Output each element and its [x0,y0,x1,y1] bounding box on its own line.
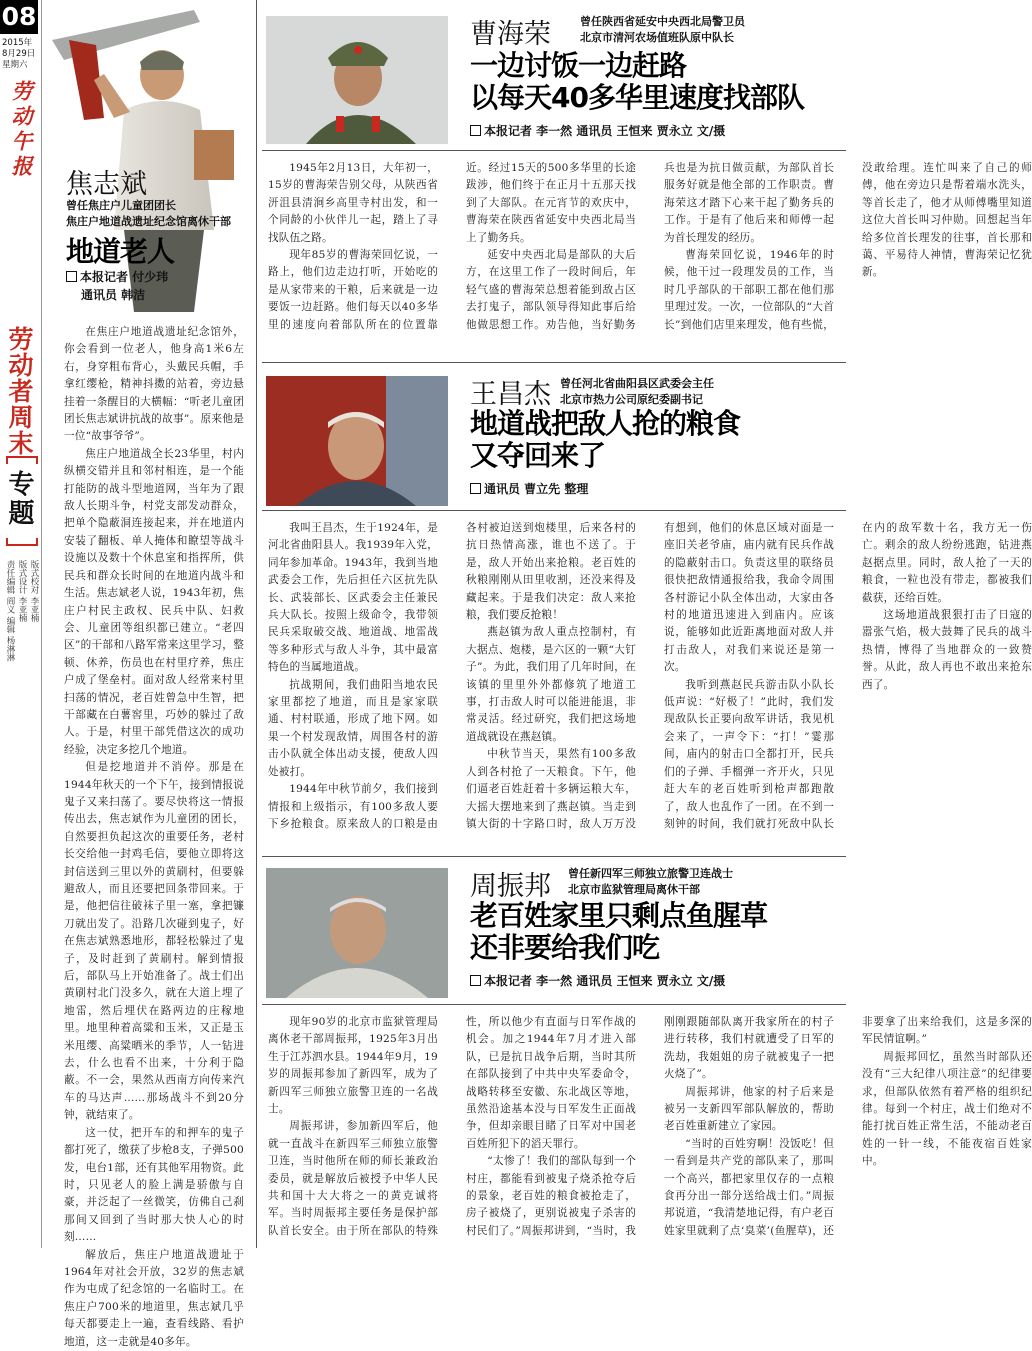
story4-name: 周振邦 [470,871,551,902]
story2-titles: 曾任陕西省延安中央西北局警卫员 北京市清河农场值班队原中队长 [580,15,745,44]
story4-byline: 本报记者 李一然 通讯员 王恒来 贾永立 文/摄 [470,972,725,989]
paper-logo: 劳动午报 [9,80,34,180]
story3-name: 王昌杰 [470,379,551,410]
photo-zhou-zhenbang [266,868,448,998]
story3-headline: 地道战把敌人抢的粮食 又夺回来了 [470,407,741,472]
story2-headline: 一边讨饭一边赶路 以每天40多华里速度找部队 [470,49,804,114]
story3-titles: 曾任河北省曲阳县区武委会主任 北京市热力公司原纪委副书记 [560,377,714,406]
story4-titles: 曾任新四军三师独立旅警卫连战士 北京市监狱管理局离休干部 [568,867,733,896]
credits: 版式校对 李亚楠 版式设计 李亚楠 责任编辑 阎义 编辑 杨淋淋 [5,560,39,662]
story3-byline: 通讯员 曹立先 整理 [470,480,588,497]
section-title: 劳动者周末 [5,326,34,456]
issue-date: 2015年 8月29日 星期六 [2,38,36,70]
story4-body: 现年90岁的北京市监狱管理局离休老干部周振邦，1925年3月出生于江苏泗水县。1944年9月，19岁的周振邦参加了新四军，成为了新四军三师独立旅警卫连的一名战士。 周振邦讲，参加新四军后，他就一直战斗在新四军三师独立旅警卫连，当时他所在师的师长兼政治委员，就是解放后被授予中华人民共和国十大大将之一的黄克诚将军。当时周振邦主要任务是保护部队首长安全。由于所在部队的特殊性，所以他少有直面与日军作战的机会。加之1944年7月才进入部队，已是抗日战争后期，当时其所在部队接到了中共中央军委命令，战略转移至安徽、东北战区等地，虽然沿途基本没与日军发生正面战争，但却亲眼目睹了日军对中国老百姓所犯下的滔天罪行。 “太惨了！我们的部队每到一个村庄，都能看到被鬼子烧杀抢夺后的景象，老百姓的粮食被抢走了，房子被烧了，更别说被鬼子杀害的村民们了。”周振邦讲到，“当时，我刚刚跟随部队离开我家所在的村子进行转移，我们村就遭受了日军的洗劫，我姐姐的房子就被鬼子一把火烧了”。 周振邦讲，他家的村子后来是被另一支新四军部队解放的，帮助老百姓重新建立了家园。 “当时的百姓穷啊！没饭吃！但一看到是共产党的部队来了，那叫一个高兴，都把家里仅存的一点粮食再分出一部分送给战士们。”周振邦说道，“我清楚地记得，有户老百姓家里就剩了点‘臭菜’(鱼腥草)，还非要拿了出来给我们，这是多深的军民情谊啊。” 周振邦回忆，虽然当时部队还没有“三大纪律八项注意”的纪律要求，但部队依然有着严格的组织纪律。每到一个村庄，战士们绝对不能打扰百姓正常生活，不能动老百姓的一针一线，不能夜宿百姓家中。 [268,1016,1032,1237]
story1-body: 在焦庄户地道战遗址纪念馆外，你会看到一位老人，他身高1米6左右，身穿粗布背心，头戴民兵帽，手拿红缨枪，精神抖擞的站着，旁边悬挂着一条醒目的大横幅：“听老儿童团团长焦志斌讲抗战的故事”。原来他是一位“故事爷爷”。 焦庄户地道战全长23华里，村内纵横交错并且和邻村相连，是一个能打能防的战斗型地道网，当年为了跟敌人长期斗争，村党支部发动群众，把单个隐蔽洞连接起来，并在地道内安装了翻板、单人掩体和瞭望等战斗设施以及数十个休息室和指挥所，供民兵和群众长时间的在地道内战斗和生活。焦志斌老人说，1943年初，焦庄户村民主政权、民兵中队、妇救会、儿童团等组织都已建立。“老四区”的干部和八路军常来这里学习，整顿、休养，伤员也在村里疗养，焦庄户成了堡垒村。面对敌人经常来村里扫荡的情况，老百姓曾急中生智，把干部藏在白薯窖里，巧妙的躲过了敌人。于是，村里干部凭借这次的成功经验，决定多挖几个地道。 但是挖地道并不消停。那是在1944年秋天的一个下午，接到情报说鬼子又来扫荡了。要尽快将这一情报传出去，焦志斌作为儿童团的团长，自然要担负起这次的重要任务，老村长交给他一封鸡毛信，要他立即将这封信送到三里以外的黄刷村，但要躲避敌人，而且还要把回条带回来。于是，他把信往破袜子里一塞，拿把镰刀就出发了。沿路几次碰到鬼子，好在焦志斌熟悉地形，都轻松躲过了鬼子，及时赶到了黄刷村。解到情报后，部队马上开始准备了。战士们出黄刷村北门没多久，就在大道上埋了地雷，然后埋伏在路两边的庄稼地里。地里种着高粱和玉米，又正是玉米甩缨、高粱晒米的季节，人一钻进去，什么也看不出来，十分利于隐蔽。不一会，果然从西南方向传来汽车的马达声……那场战斗不到20分钟，就结束了。 这一仗，把开车的和押车的鬼子都打死了，缴获了步枪8支，子弹500发，电台1部，还有其他军用物资。此时，只见老人的脸上满是骄傲与自豪，并泛起了一丝微笑，仿佛自己刹那间又回到了当时那大快人心的时刻…… 解放后，焦庄户地道战遗址于1964年对社会开放，32岁的焦志斌作为屯成了纪念馆的一名临时工。在焦庄户700米的地道里，焦志斌几乎每天都要走上一遍，查看线路、看护地道，这一走就是40多年。 [64,326,244,1348]
photo-cao-hairong [266,16,448,144]
story1-headline: 地道老人 [66,235,175,268]
page-number: 08 [0,0,38,34]
photo-wang-changjie [266,376,448,506]
story3-body: 我叫王昌杰，生于1924年，是河北省曲阳县人。我1939年入党，同年参加革命。1943年，我到当地武委会工作，先后担任六区抗先队长、武装部长、区武委会主任兼民兵大队长。按照上级命令，我带领民兵采取破交战、地道战、地雷战等多种形式与敌人斗争，其中最富特色的当属地道战。 抗战期间，我们曲阳当地农民家里都挖了地道，而且是家家联通、村村联通，形成了地下网。如果一个村发现敌情，周围各村的游击小队就全体出动支援，使敌人四处被打。 1944年中秋节前夕，我们接到情报和上级指示，有100多敌人要下乡抢粮食。原来敌人的口粮是由各村被迫送到炮楼里，后来各村的抗日热情高涨，谁也不送了。于是，敌人开始出来抢粮。老百姓的秋粮刚刚从田里收割，还没来得及藏起来。于是我们决定：敌人来抢粮，我们要反抢粮！ 燕赵镇为敌人重点控制村，有大据点、炮楼，是六区的一颗“大钉子”。为此，我们用了几年时间，在该镇的里里外外都修筑了地道工事，打击敌人时可以能进能退，非常灵活。经过研究，我们把这场地道战就设在燕赵镇。 中秋节当天，果然有100多敌人到各村抢了一天粮食。下午，他们逼老百姓赶着十多辆运粮大车，大摇大摆地来到了燕赵镇。当走到镇大街的十字路口时，敌人万万没有想到，他们的休息区域对面是一座旧关老爷庙，庙内就有民兵作战的隐蔽射击口。负责这里的联络员很快把敌情通报给我，我命令周围各村游记小队全体出动，大家由各村的地道迅速进入到庙内。应该说，能够如此近距离地面对敌人并打击敌人，对我们来说还是第一次。 我听到燕赵民兵游击队小队长低声说：“好极了！”此时，我们发现敌队长正要向敌军讲话，我见机会来了，一声令下：“打！”霎那间，庙内的射击口全都打开，民兵们的子弹、手榴弹一齐开火，只见赶大车的老百姓听到枪声都跑散了，敌人也乱作了一团。在不到一刻钟的时间，我们就打死敌中队长在内的敌军数十名，我方无一伤亡。剩余的敌人纷纷逃跑，钻进燕赵据点里。同时，敌人抢了一天的粮食，一粒也没有带走，都被我们截获，还给百姓。 这场地道战狠狠打击了日寇的嚣张气焰，极大鼓舞了民兵的战斗热情，博得了当地群众的一致赞誉。从此，敌人再也不敢出来抢东西了。 [268,522,1032,830]
story2-body: 1945年2月13日，大年初一，15岁的曹海荣告别父母，从陕西省汧沮县清涧乡高里寺村出发，和一个同龄的小伙伴儿一起，踏上了寻找队伍之路。 现年85岁的曹海荣回忆说，一路上，他们边走边打听，开始吃的是从家带来的干粮，后来就是一边要饭一边赶路。他们每天以40多华里的速度向着部队所在的位置靠近。经过15天的500多华里的长途跋涉，他们终于在正月十五那天找到了大部队。在元宵节的欢庆中，曹海荣在陕西省延安中央西北局当上了勤务兵。 延安中央西北局是部队的大后方，在这里工作了一段时间后，年轻气盛的曹海荣总想着能到敌占区去打鬼子，部队领导得知此事后给他做思想工作。劝告他，当好勤务兵也是为抗日做贡献，为部队首长服务好就是他全部的工作职责。曹海荣这才踏下心来干起了勤务兵的工作。于是有了他后来和师傅一起为首长理发的经历。 曹海荣回忆说，1946年的时候，他干过一段理发员的工作，当时几乎部队的干部职工都在他们那里理过发。一次，一位部队的“大首长”到他们店里来理发，他有些慌，没敢给理。连忙叫来了自己的师傅，他在旁边只是帮着端水洗头，等首长走了，他才从师傅嘴里知道这位大首长叫习仲勋。回想起当年给多位首长理发的往事，首长那和蔼、平易待人神情，曹海荣记忆犹新。 [268,162,1032,331]
section-topic: 专题 [4,470,34,528]
story4-headline: 老百姓家里只剩点鱼腥草 还非要给我们吃 [470,899,768,964]
story2-name: 曹海荣 [470,19,551,50]
story1-name: 焦志斌 [66,169,147,200]
story1-byline: 本报记者 付少玮 通讯员 韩洁 [66,268,168,304]
story1-titles: 曾任焦庄户儿童团团长 焦庄户地道战遗址纪念馆离休干部 [66,199,231,228]
story2-byline: 本报记者 李一然 通讯员 王恒来 贾永立 文/摄 [470,122,725,139]
